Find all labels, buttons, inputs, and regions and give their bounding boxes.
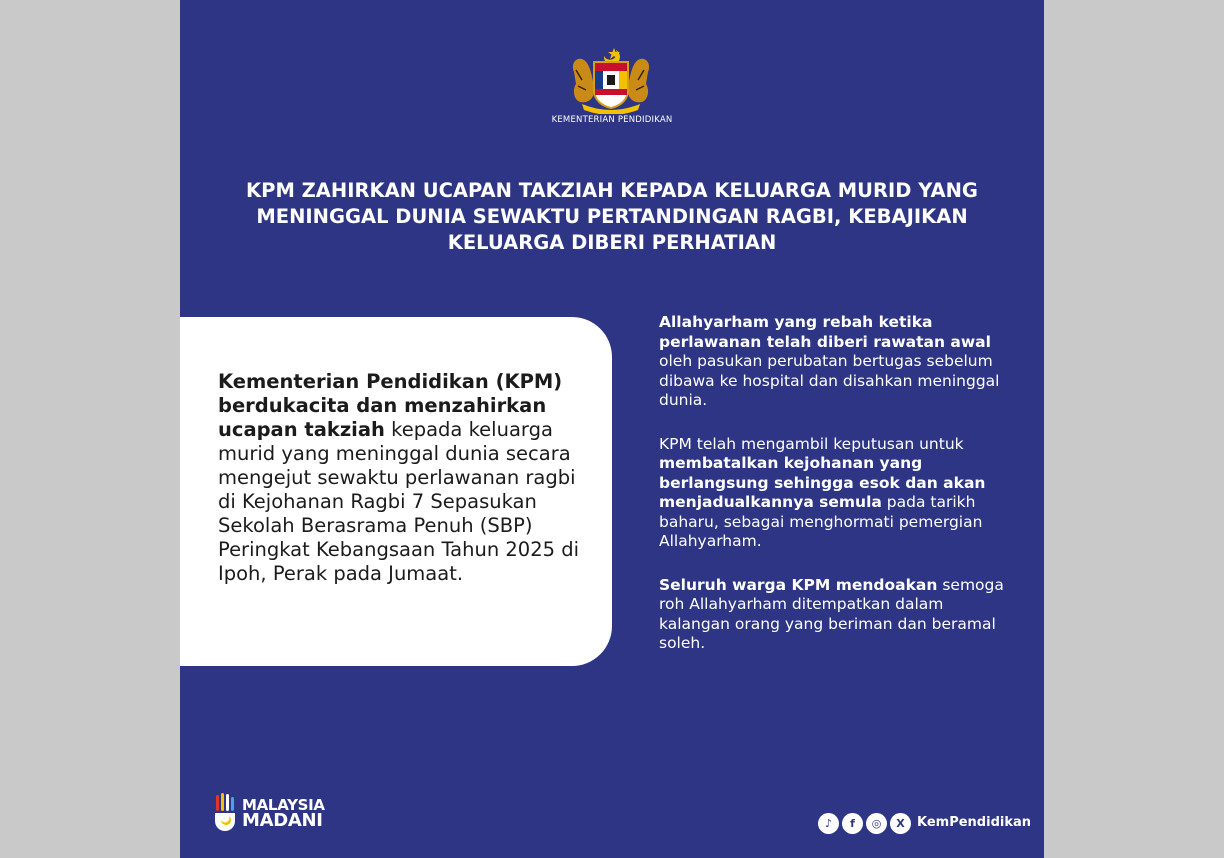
x-icon[interactable]: X: [890, 813, 911, 834]
brand-wordmark: [242, 798, 325, 830]
detail-paragraph-cancellation: [659, 435, 1009, 552]
headline-line: KPM ZAHIRKAN UCAPAN TAKZIAH KEPADA KELUARGA MURID YANG: [246, 179, 978, 202]
detail-regular: pada tarikh baharu, sebagai menghormati pemergian Allahyarham.: [659, 493, 983, 550]
statement-regular: kepada keluarga murid yang meninggal dunia secara mengejut sewaktu perlawanan ragbi di Kejohanan Ragbi 7 Sepasukan Sekolah Berasrama Penuh (SBP) Peringkat Kebangsaan Tahun 2025 di Ipoh, Perak pada Jumaat.: [218, 418, 579, 585]
social-handle[interactable]: KemPendidikan: [917, 815, 1032, 830]
facebook-icon[interactable]: f: [842, 813, 863, 834]
detail-regular: oleh pasukan perubatan bertugas sebelum dibawa ke hospital dan disahkan meninggal dunia.: [659, 352, 1000, 409]
madani-hand-icon: [212, 793, 238, 833]
detail-bold: Allahyarham yang rebah ketika perlawanan telah diberi rawatan awal: [659, 313, 991, 351]
detail-bold: Seluruh warga KPM mendoakan: [659, 575, 938, 594]
detail-paragraph-prayer: [659, 576, 1009, 654]
detail-bold: membatalkan kejohanan yang berlangsung sehingga esok dan akan menjadualkannya semula: [659, 454, 986, 511]
detail-paragraph-treatment: [659, 313, 1009, 411]
headline: [220, 178, 1004, 256]
headline-line: KELUARGA DIBERI PERHATIAN: [447, 231, 777, 254]
announcement-poster: [180, 0, 1044, 858]
malaysia-madani-logo: [212, 793, 357, 835]
instagram-icon[interactable]: ◎: [866, 813, 887, 834]
detail-regular: KPM telah mengambil keputusan untuk: [659, 434, 964, 453]
detail-regular: semoga roh Allahyarham ditempatkan dalam kalangan orang yang beriman dan beramal soleh.: [659, 575, 1004, 652]
statement-bold: Kementerian Pendidikan (KPM) berdukacita dan menzahirkan ucapan takziah: [218, 370, 563, 441]
details-column: [659, 313, 1009, 678]
statement-card: [180, 317, 612, 666]
ministry-label: KEMENTERIAN PENDIDIKAN: [551, 115, 673, 125]
brand-line: MALAYSIA: [242, 796, 325, 814]
headline-line: MENINGGAL DUNIA SEWAKTU PERTANDINGAN RAGBI, KEBAJIKAN: [256, 205, 968, 228]
statement-text: [218, 370, 598, 586]
malaysia-coat-of-arms-icon: [568, 46, 654, 114]
tiktok-icon[interactable]: ♪: [818, 813, 839, 834]
brand-line: MADANI: [242, 810, 323, 831]
